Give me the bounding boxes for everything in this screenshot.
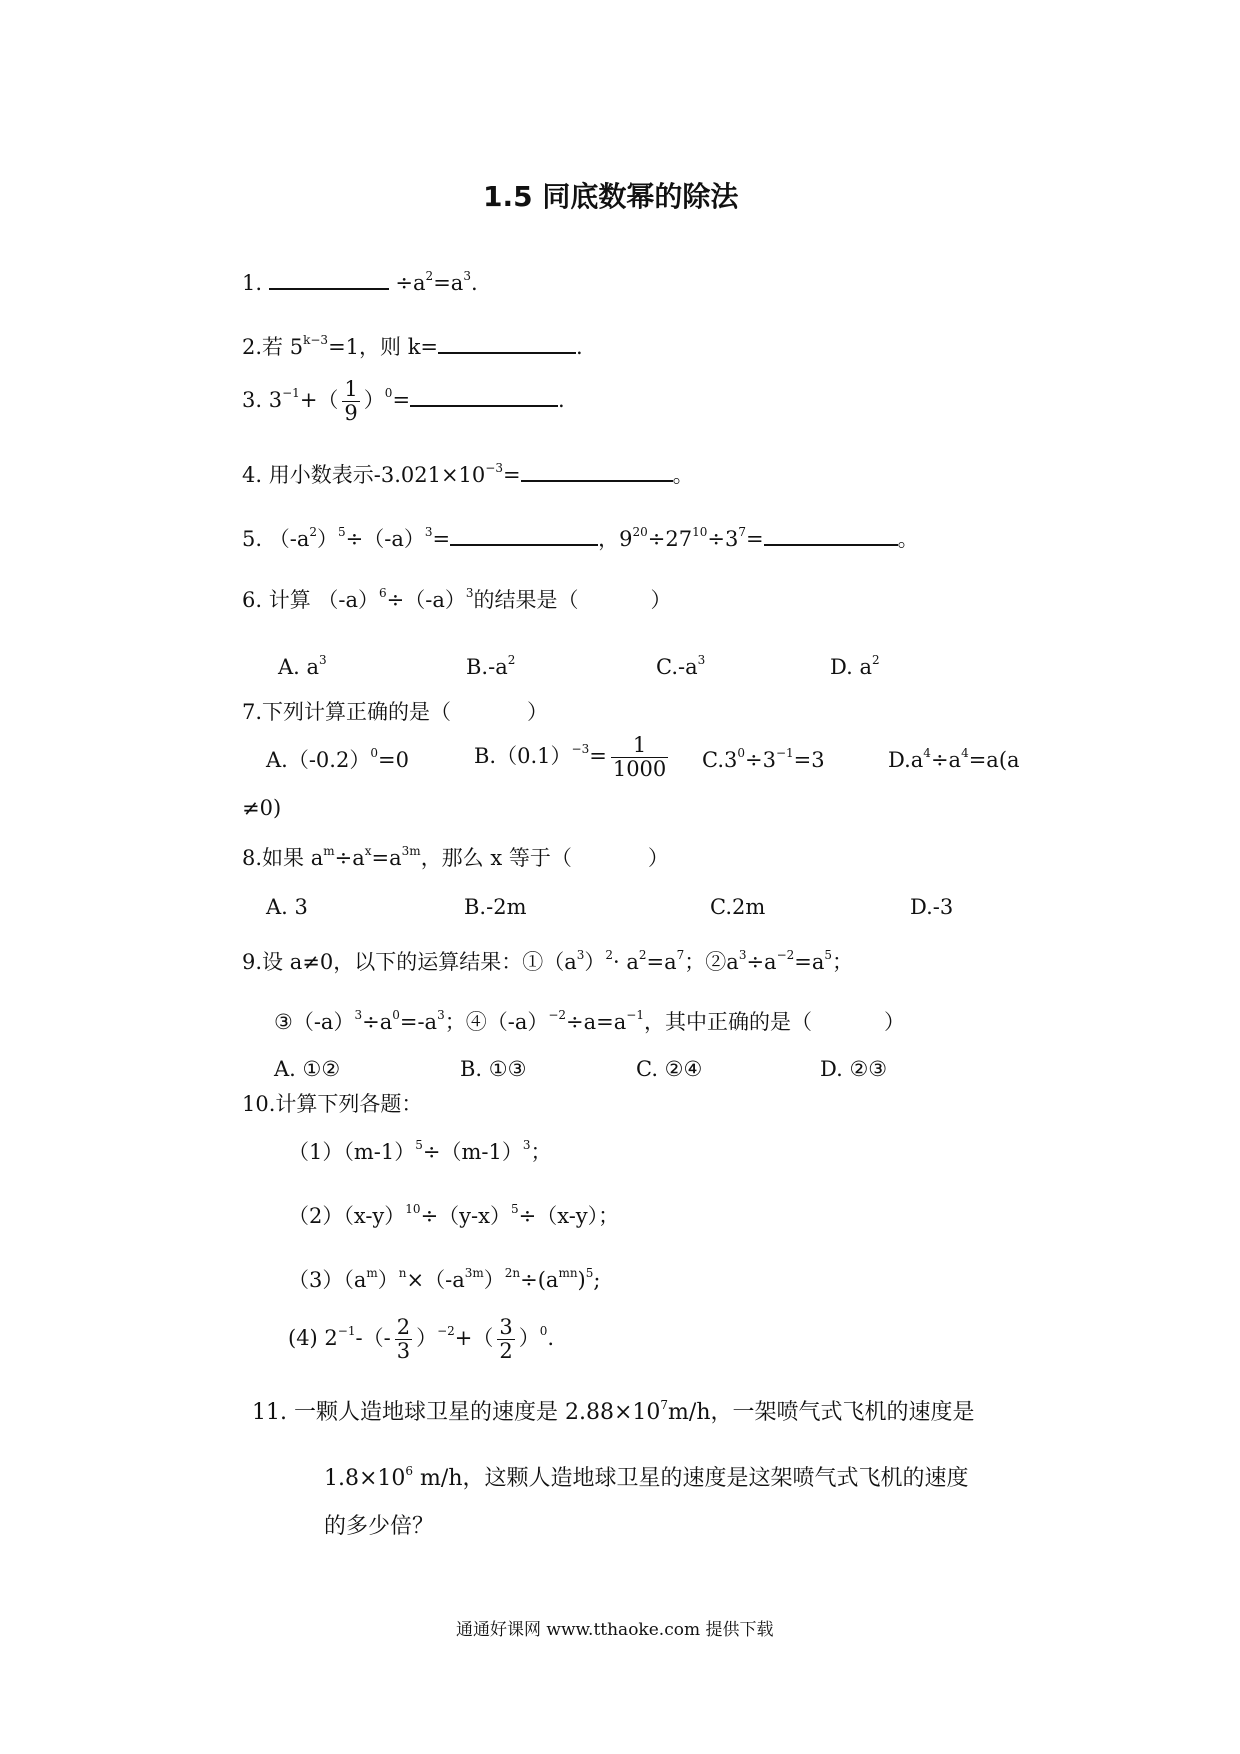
- option-b[interactable]: $B.-a^2$: [466, 653, 516, 679]
- fraction: $\frac{1}{9}$: [344, 377, 358, 426]
- question-number: 4.: [242, 463, 263, 487]
- footer-source: 通通好课网 www.tthaoke.com 提供下载: [456, 1620, 774, 1640]
- option-c[interactable]: $C.3^0\div 3^{-1}=3$: [702, 746, 825, 772]
- fraction: $\frac{1}{1000}$: [612, 733, 667, 782]
- answer-blank[interactable]: [269, 268, 389, 290]
- question-3: 3. $3^{-1}+$（ $\frac{1}{9}$ ）$^0$= .: [242, 377, 565, 426]
- question-9: 9.设 a≠0，以下的运算结果：$①(a^3)^2\cdot a^2=a^7$；$②a^3\div a^{-2}=a^5$；: [242, 948, 854, 974]
- question-6: 6. 计算 $(-a)^6\div(-a)^3$的结果是（ ）: [242, 586, 672, 612]
- option-b[interactable]: B. ①③: [460, 1057, 527, 1081]
- option-d[interactable]: $D.a^4\div a^4=a(a$: [888, 746, 1020, 772]
- question-number: 11.: [252, 1400, 287, 1425]
- subproblem-2: $(2)(x-y)^{10}\div(y-x)^5\div(x-y)$；: [288, 1202, 620, 1228]
- subproblem-4: (4) $2^{-1}-(-$ $\frac{2}{3}$ ）$^{-2}$+（ $\frac{3}{2}$ ）$^0$.: [288, 1315, 555, 1364]
- question-7: 7.下列计算正确的是（ ）: [242, 700, 549, 724]
- answer-blank[interactable]: [450, 524, 598, 546]
- option-b[interactable]: B.-2m: [464, 895, 527, 919]
- option-d[interactable]: D.-3: [910, 895, 954, 919]
- question-number: 1.: [242, 271, 263, 295]
- option-d-continued: ≠0): [242, 796, 282, 820]
- subproblem-1: $(1)(m-1)^5\div(m-1)^3$；: [288, 1138, 552, 1164]
- option-a[interactable]: A. $a^3$: [278, 653, 327, 679]
- question-8: 8.如果 $a^m\div a^x=a^{3m}$，那么 x 等于（ ）: [242, 844, 669, 870]
- question-11-line-3: 的多少倍？: [324, 1514, 435, 1539]
- option-b[interactable]: $B.(0.1)^{-3}=$ $\frac{1}{1000}$: [474, 733, 667, 782]
- option-d[interactable]: D. $a^2$: [830, 653, 880, 679]
- answer-blank[interactable]: [521, 460, 673, 482]
- question-2: 2.若 $5^{k-3}=1$，则 k= .: [242, 333, 583, 359]
- question-number: 10.: [242, 1092, 276, 1116]
- option-a[interactable]: A. 3: [266, 895, 308, 919]
- question-4: 4. 用小数表示$-3.021\times 10^{-3}=$ 。: [242, 461, 694, 487]
- question-number: 3.: [242, 388, 263, 413]
- question-10: 10.计算下列各题：: [242, 1092, 423, 1116]
- fraction: $\frac{2}{3}$: [396, 1315, 411, 1364]
- question-number: 5.: [242, 527, 263, 551]
- question-number: 7.: [242, 700, 263, 724]
- option-a[interactable]: $A.(-0.2)^0=0$: [266, 746, 409, 772]
- option-c[interactable]: $C.-a^3$: [656, 653, 706, 679]
- option-d[interactable]: D. ②③: [820, 1057, 888, 1081]
- question-number: 2.: [242, 335, 263, 359]
- question-number: 8.: [242, 846, 263, 870]
- subproblem-3: $(3)(a^m)^n\times(-a^{3m})^{2n}\div(a^{mn})^5$;: [288, 1266, 601, 1292]
- option-a[interactable]: A. ①②: [274, 1057, 341, 1081]
- question-11-line-2: $1.8\times 10^6$ m/h，这颗人造地球卫星的速度是这架喷气式飞机的速度: [324, 1464, 969, 1491]
- question-number: 9.: [242, 950, 263, 974]
- answer-blank[interactable]: [438, 332, 576, 354]
- option-c[interactable]: C.2m: [710, 895, 766, 919]
- question-9-line-2: $③(-a)^3\div a^0=-a^3$；$④(-a)^{-2}\div a=a^{-1}$，其中正确的是（ ）: [274, 1008, 905, 1034]
- option-c[interactable]: C. ②④: [636, 1057, 703, 1081]
- question-5: 5. $(-a^2)^5\div(-a)^3=$ ，$9^{20}\div 27^{10}\div 3^7=$ 。: [242, 525, 919, 551]
- answer-blank[interactable]: [764, 524, 898, 546]
- page-title: 1.5 同底数幂的除法: [483, 180, 739, 213]
- question-11: 11. 一颗人造地球卫星的速度是 $2.88\times 10^7m/h$，一架喷气式飞机的速度是: [252, 1398, 975, 1425]
- fraction: $\frac{3}{2}$: [499, 1315, 513, 1364]
- answer-blank[interactable]: [410, 385, 558, 407]
- question-number: 6.: [242, 588, 263, 612]
- question-1: 1. $\div a^2=a^3$.: [242, 269, 478, 295]
